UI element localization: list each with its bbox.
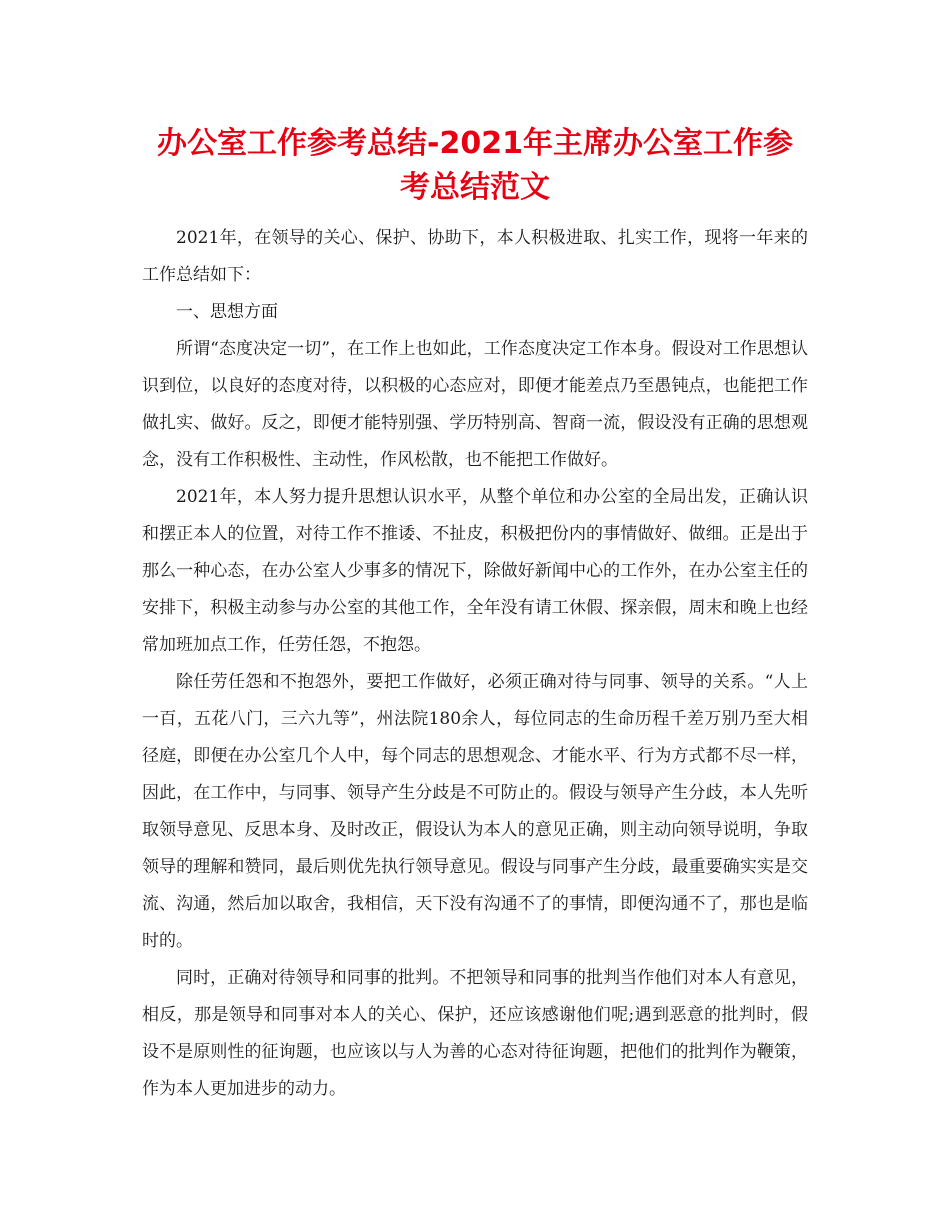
document-title [142, 122, 808, 210]
paragraph-criticism: 同时，正确对待领导和同事的批判。不把领导和同事的批判当作他们对本人有意见，相反，那是领导和同事对本人的关心、保护，还应该感谢他们呢;遇到恶意的批判时，假设不是原则性的征询题，也应该以与人为善的心态对待征询题，把他们的批判作为鞭策，作为本人更加进步的动力。 [142, 968, 808, 1099]
section-heading-thought: 一、思想方面 [176, 302, 278, 322]
paragraph-relations: 除任劳任怨和不抱怨外，要把工作做好，必须正确对待与同事、领导的关系。“人上一百，五花八门，三六九等”，州法院180余人，每位同志的生命历程千差万别乃至大相径庭，即便在办公室几个人中，每个同志的思想观念、才能水平、行为方式都不尽一样，因此，在工作中，与同事、领导产生分歧是不可防止的。假设与领导产生分歧，本人先听取领导意见、反思本身、及时改正，假设认为本人的意见正确，则主动向领导说明，争取领导的理解和赞同，最后则优先执行领导意见。假设与同事产生分歧，最重要确实实是交流、沟通，然后加以取舍，我相信，天下没有沟通不了的事情，即便沟通不了，那也是临时的。 [142, 672, 808, 951]
title-line-2: 考总结范文 [400, 170, 550, 205]
document-body [142, 220, 808, 1108]
paragraph-attitude: 所谓“态度决定一切”，在工作上也如此，工作态度决定工作本身。假设对工作思想认识到位，以良好的态度对待，以积极的心态应对，即便才能差点乃至愚钝点，也能把工作做扎实、做好。反之，即便才能特别强、学历特别高、智商一流，假设没有正确的思想观念，没有工作积极性、主动性，作风松散，也不能把工作做好。 [142, 339, 808, 470]
paragraph-2021-effort: 2021年，本人努力提升思想认识水平，从整个单位和办公室的全局出发，正确认识和摆正本人的位置，对待工作不推诿、不扯皮，积极把份内的事情做好、做细。正是出于那么一种心态，在办公室人少事多的情况下，除做好新闻中心的工作外，在办公室主任的安排下，积极主动参与办公室的其他工作，全年没有请工休假、探亲假，周末和晚上也经常加班加点工作，任劳任怨，不抱怨。 [142, 487, 808, 655]
title-line-1: 办公室工作参考总结-2021年主席办公室工作参 [157, 126, 793, 161]
paragraph-intro: 2021年，在领导的关心、保护、协助下，本人积极进取、扎实工作，现将一年来的工作总结如下： [142, 228, 808, 285]
